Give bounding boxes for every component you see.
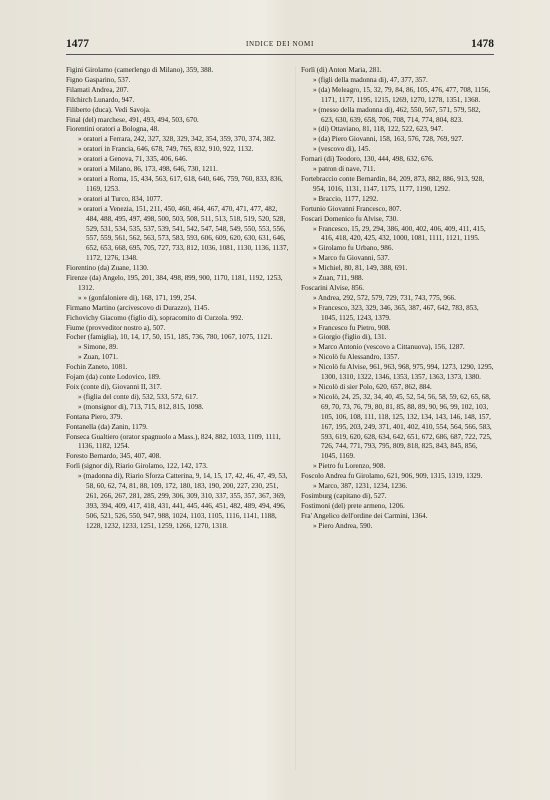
- index-entry: » (messo della madonna di), 462, 550, 567, 571, 579, 582, 623, 630, 639, 658, 706, 708, 714, 774, 804, 823.: [313, 105, 481, 124]
- index-entry: Firmano Martino (arcivescovo di Durazzo), 1145.: [66, 303, 210, 312]
- index-entry: Fornari (di) Teodoro, 130, 444, 498, 632, 676.: [301, 155, 434, 164]
- index-entry: » (vescovo di), 145.: [313, 145, 371, 154]
- index-entry: Fojam (da) conte Lodovico, 189.: [66, 373, 161, 382]
- index-entry: » (monsignor di), 713, 715, 812, 815, 1098.: [78, 402, 204, 411]
- running-header: [66, 38, 494, 55]
- index-entry: » oratori a Ferrara, 242, 327, 328, 329, 342, 354, 359, 370, 374, 382.: [78, 135, 276, 144]
- index-entry: » oratori a Venezia, 151, 211, 450, 460, 464, 467, 470, 471, 477, 482, 484, 488, 495, 497, 498, 500, 503, 508, 511, 513, 518, 519, 520, 528, 529, 531, 534, 535, 537, 539, 541, 542, 547, 548, 549, 550, 553, 556, 557, 559, 561, 562, 563, 573, 583, 593, 606, 609, 620, 630, 631, 646, 652, 653, 668, 695, 705, 727, 733, 812, 1036, 1081, 1130, 1136, 1137, 1172, 1276, 1348.: [78, 204, 289, 263]
- index-entry: Fosimburg (capitano di), 527.: [301, 491, 387, 500]
- index-entry: Fiorentino (da) Zuane, 1130.: [66, 264, 149, 273]
- index-entry: » Nicolò, 24, 25, 32, 34, 40, 45, 52, 54, 56, 58, 59, 62, 65, 68, 69, 70, 73, 76, 79, 80, 81, 85, 88, 89, 90, 96, 99, 102, 103, 105, 106, 108, 111, 118, 125, 132, 134, 143, 146, 148, 157, 167, 195, 203, 249, 371, 401, 402, 410, 554, 564, 566, 583, 593, 619, 620, 628, 634, 642, 651, 672, 686, 687, 722, 725, 726, 744, 771, 793, 795, 809, 818, 825, 843, 845, 856, 1045, 1169.: [313, 392, 492, 461]
- index-entry: » Zuan, 711, 988.: [313, 274, 364, 283]
- index-entry: » Girolamo fu Urbano, 986.: [313, 244, 394, 253]
- index-entry: » patron di nave, 711.: [313, 165, 376, 174]
- index-entry: Figini Girolamo (camerlengo di Milano), 359, 388.: [66, 66, 214, 74]
- index-entry: » (figlia del conte di), 532, 533, 572, 617.: [78, 392, 198, 401]
- index-entry: Fontana Piero, 379.: [66, 412, 123, 421]
- index-entry: Fiume (provveditor nostro a), 507.: [66, 323, 166, 332]
- index-entry: » Francesco, 15, 29, 294, 386, 400, 402, 406, 409, 411, 415, 416, 418, 420, 425, 432, 1000, 1081, 1111, 1121, 1195.: [313, 224, 486, 243]
- index-entry: » (di) Ottaviano, 81, 118, 122, 522, 623, 947.: [313, 125, 444, 134]
- index-entry: Fortebraccio conte Bernardin, 84, 209, 873, 882, 886, 913, 928, 954, 1016, 1131, 1147, 1175, 1177, 1190, 1292.: [301, 174, 485, 193]
- index-entry: » oratori a Roma, 15, 434, 563, 617, 618, 640, 646, 759, 760, 833, 836, 1169, 1253.: [78, 174, 283, 193]
- index-entry: Forlì (signor di), Riario Girolamo, 122, 142, 173.: [66, 462, 208, 471]
- index-entry: » Nicolò fu Alessandro, 1357.: [313, 353, 400, 362]
- index-entry: » (da) Piero Giovanni, 158, 163, 576, 728, 769, 927.: [313, 135, 464, 144]
- index-entry: Filchirch Lunardo, 947.: [66, 95, 135, 104]
- index-entry: Firenze (da) Angelo, 195, 201, 384, 498, 899, 900, 1170, 1181, 1192, 1253, 1312.: [66, 274, 283, 292]
- index-entry: Fochin Zaneto, 1081.: [66, 363, 128, 372]
- index-entry: Figno Gasparino, 537.: [66, 75, 131, 84]
- index-entry: Fiorentini oratori a Bologna, 48.: [66, 125, 160, 134]
- index-entry: » Pietro fu Lorenzo, 908.: [313, 462, 386, 471]
- index-entry: Forlì (di) Anton Maria, 281.: [301, 66, 382, 74]
- index-entry: » Simone, 89.: [78, 343, 118, 352]
- index-entry: Foresto Bernardo, 345, 407, 408.: [66, 452, 162, 461]
- index-entry: » Andrea, 292, 572, 579, 729, 731, 743, 775, 966.: [313, 293, 456, 302]
- index-entry: » (madonna di), Riario Sforza Catterina, 9, 14, 15, 17, 42, 46, 47, 49, 53, 58, 60, 62, 74, 81, 88, 109, 172, 180, 183, 190, 200, 227, 230, 251, 261, 266, 267, 281, 285, 299, 306, 309, 310, 337, 355, 357, 367, 369, 393, 394, 409, 417, 418, 431, 441, 445, 446, 451, 482, 489, 494, 496, 506, 521, 526, 550, 947, 988, 1024, 1103, 1105, 1116, 1141, 1188, 1228, 1232, 1233, 1251, 1259, 1266, 1270, 1318.: [78, 472, 288, 530]
- index-entry: Fortunio Giovanni Francesco, 807.: [301, 204, 402, 213]
- index-entry: » (figli della madonna di), 47, 377, 357.: [313, 75, 428, 84]
- index-entry: » Michiel, 80, 81, 149, 388, 691.: [313, 264, 408, 273]
- index-entry: » oratori a Milano, 86, 173, 498, 646, 730, 1211.: [78, 165, 218, 174]
- page-number-right: 1478: [471, 38, 494, 50]
- index-entry: » oratori in Francia, 646, 678, 749, 765, 832, 910, 922, 1132.: [78, 145, 254, 154]
- index-column-right: [301, 66, 494, 532]
- index-entry: Foix (conte di), Giovanni II, 317.: [66, 383, 162, 391]
- index-entry: Filiberto (duca). Vedi Savoja.: [66, 105, 151, 114]
- index-entry: » Braccio, 1177, 1292.: [313, 194, 379, 203]
- index-entry: Fostimoni (del) prete armeno, 1206.: [301, 501, 405, 510]
- index-entry: » Nicolò di sier Polo, 620, 657, 862, 884.: [313, 383, 432, 391]
- index-entry: Final (del) marchese, 491, 493, 494, 503, 670.: [66, 115, 199, 124]
- header-title: INDICE DEI NOMI: [245, 40, 315, 48]
- index-entry: Foscolo Andrea fu Girolamo, 621, 906, 909, 1315, 1319, 1329.: [301, 472, 483, 481]
- index-entry: Fra' Angelico dell'ordine dei Carmini, 1364.: [301, 511, 428, 520]
- index-entry: Foscarini Alvise, 856.: [301, 283, 365, 292]
- index-entry: Fichovichy Giacomo (figlio di), sopracomito di Curzola. 992.: [66, 313, 244, 322]
- index-entry: » Nicolò fu Alvise, 961, 963, 968, 975, 994, 1273, 1290, 1295, 1300, 1310, 1322, 1346, 1353, 1357, 1363, 1373, 1380.: [313, 363, 494, 382]
- index-entry: Filamati Andrea, 207.: [66, 85, 129, 94]
- index-entry: » Marco Antonio (vescovo a Cittanuova), 156, 1287.: [313, 343, 465, 352]
- page-number-left: 1477: [66, 38, 89, 50]
- index-entry: Foscari Domenico fu Alvise, 730.: [301, 214, 399, 223]
- index-entry: » Francesco, 323, 329, 346, 365, 387, 467, 642, 783, 853, 1045, 1125, 1243, 1379.: [313, 303, 479, 322]
- index-entry: » » (gonfaloniere di), 168, 171, 199, 254.: [78, 293, 197, 302]
- index-entry: » Zuan, 1071.: [78, 353, 118, 362]
- index-entry: Focher (famiglia), 10, 14, 17, 50, 151, 185, 736, 780, 1067, 1075, 1121.: [66, 333, 273, 342]
- index-column-left: [66, 66, 290, 532]
- index-entry: » oratori al Turco, 834, 1077.: [78, 194, 163, 203]
- index-entry: Fonseca Gualtiero (orator spagnuolo a Mass.), 824, 882, 1033, 1109, 1111, 1136, 1182, 1254.: [66, 432, 281, 451]
- column-gutter: [295, 66, 296, 770]
- index-entry: » (da) Meleagro, 15, 32, 79, 84, 86, 105, 476, 477, 708, 1156, 1171, 1177, 1195, 1215, 1269, 1270, 1278, 1351, 1368.: [313, 85, 491, 104]
- index-entry: » Francesco fu Pietro, 908.: [313, 323, 391, 332]
- index-entry: » Giorgio (figlio di), 131.: [313, 333, 387, 342]
- index-entry: » Marco, 387, 1231, 1234, 1236.: [313, 482, 408, 491]
- index-entry: » Piero Andrea, 590.: [313, 521, 373, 530]
- index-entry: » oratori a Genova, 71, 335, 406, 646.: [78, 155, 188, 164]
- index-entry: » Marco fu Giovanni, 537.: [313, 254, 390, 263]
- index-entry: Fontanella (da) Zanin, 1179.: [66, 422, 148, 431]
